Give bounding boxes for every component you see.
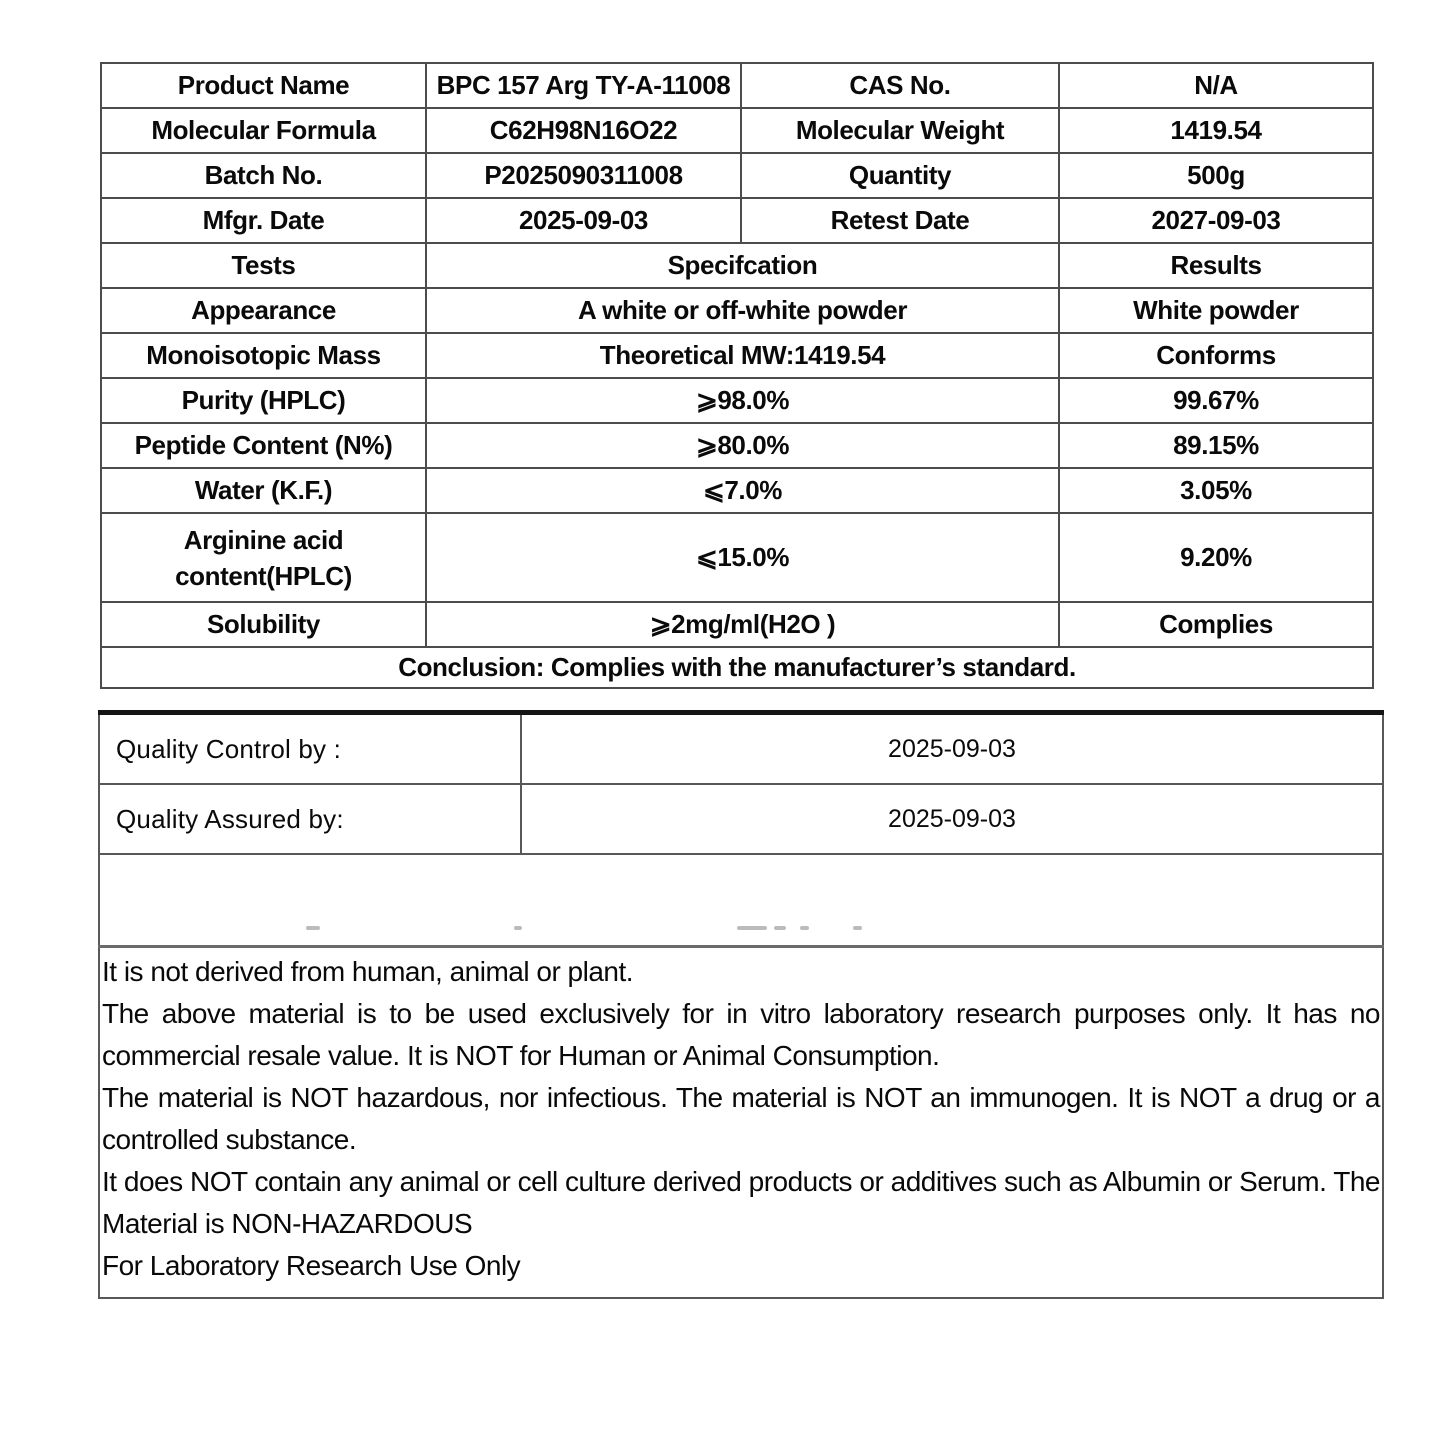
- molecular-formula-value: C62H98N16O22: [426, 108, 741, 153]
- water-test: Water (K.F.): [101, 468, 426, 513]
- batch-no-label: Batch No.: [101, 153, 426, 198]
- purity-test: Purity (HPLC): [101, 378, 426, 423]
- disclaimer-text: [102, 951, 1380, 1287]
- signoff-table: [98, 710, 1384, 1299]
- table-row-appearance: [101, 288, 1373, 333]
- table-row-quality-assured: [99, 784, 1383, 854]
- spec-table: [100, 62, 1374, 689]
- molecular-weight-label: Molecular Weight: [741, 108, 1059, 153]
- table-row-test-header: [101, 243, 1373, 288]
- peptide-content-spec: ⩾80.0%: [426, 423, 1059, 468]
- appearance-test: Appearance: [101, 288, 426, 333]
- table-row-arginine: [101, 513, 1373, 602]
- cas-no-value: N/A: [1059, 63, 1373, 108]
- mfgr-date-value: 2025-09-03: [426, 198, 741, 243]
- water-result: 3.05%: [1059, 468, 1373, 513]
- solubility-spec: ⩾2mg/ml(H2O ): [426, 602, 1059, 647]
- quality-assured-label: Quality Assured by:: [99, 784, 521, 854]
- table-row-solubility: [101, 602, 1373, 647]
- arginine-test-line2: content(HPLC): [175, 560, 352, 591]
- arginine-test-line1: Arginine acid: [183, 524, 344, 555]
- table-row-water: [101, 468, 1373, 513]
- table-row-quality-control: [99, 713, 1383, 785]
- disclaimer-paragraph: The above material is to be used exclusively for in vitro laboratory research purposes only. It has no commercial resale value. It is NOT for Human or Animal Consumption.: [102, 998, 1380, 1071]
- table-row-peptide-content: [101, 423, 1373, 468]
- table-row-product-name: [101, 63, 1373, 108]
- arginine-test: [101, 513, 426, 602]
- product-name-value: BPC 157 Arg TY-A-11008: [426, 63, 741, 108]
- molecular-formula-label: Molecular Formula: [101, 108, 426, 153]
- product-name-label: Product Name: [101, 63, 426, 108]
- quantity-value: 500g: [1059, 153, 1373, 198]
- disclaimer-cell: [99, 947, 1383, 1299]
- batch-no-value: P2025090311008: [426, 153, 741, 198]
- results-header: Results: [1059, 243, 1373, 288]
- signature-area-row: [99, 854, 1383, 947]
- monoisotopic-mass-test: Monoisotopic Mass: [101, 333, 426, 378]
- quality-control-date: 2025-09-03: [521, 713, 1383, 785]
- monoisotopic-mass-spec: Theoretical MW:1419.54: [426, 333, 1059, 378]
- quality-assured-date: 2025-09-03: [521, 784, 1383, 854]
- specification-header: Specifcation: [426, 243, 1059, 288]
- mfgr-date-label: Mfgr. Date: [101, 198, 426, 243]
- disclaimer-row: [99, 947, 1383, 1299]
- tests-header: Tests: [101, 243, 426, 288]
- table-row-mfgr-date: [101, 198, 1373, 243]
- disclaimer-paragraph: It does NOT contain any animal or cell culture derived products or additives such as Albumin or Serum. The Material is NON-HAZARDOUS: [102, 1166, 1380, 1239]
- appearance-result: White powder: [1059, 288, 1373, 333]
- quantity-label: Quantity: [741, 153, 1059, 198]
- peptide-content-test: Peptide Content (N%): [101, 423, 426, 468]
- cas-no-label: CAS No.: [741, 63, 1059, 108]
- retest-date-label: Retest Date: [741, 198, 1059, 243]
- disclaimer-paragraph: For Laboratory Research Use Only: [102, 1250, 521, 1281]
- table-row-conclusion: [101, 647, 1373, 688]
- table-row-molecular-formula: [101, 108, 1373, 153]
- solubility-test: Solubility: [101, 602, 426, 647]
- table-row-purity: [101, 378, 1373, 423]
- solubility-result: Complies: [1059, 602, 1373, 647]
- peptide-content-result: 89.15%: [1059, 423, 1373, 468]
- arginine-result: 9.20%: [1059, 513, 1373, 602]
- monoisotopic-mass-result: Conforms: [1059, 333, 1373, 378]
- table-row-monoisotopic-mass: [101, 333, 1373, 378]
- appearance-spec: A white or off-white powder: [426, 288, 1059, 333]
- purity-result: 99.67%: [1059, 378, 1373, 423]
- molecular-weight-value: 1419.54: [1059, 108, 1373, 153]
- purity-spec: ⩾98.0%: [426, 378, 1059, 423]
- signature-area: [99, 854, 1383, 947]
- retest-date-value: 2027-09-03: [1059, 198, 1373, 243]
- conclusion-text: Conclusion: Complies with the manufacturer’s standard.: [101, 647, 1373, 688]
- disclaimer-paragraph: The material is NOT hazardous, nor infectious. The material is NOT an immunogen. It is NOT a drug or a controlled substance.: [102, 1082, 1380, 1155]
- disclaimer-paragraph: It is not derived from human, animal or plant.: [102, 956, 634, 987]
- arginine-spec: ⩽15.0%: [426, 513, 1059, 602]
- quality-control-label: Quality Control by :: [99, 713, 521, 785]
- table-row-batch-no: [101, 153, 1373, 198]
- water-spec: ⩽7.0%: [426, 468, 1059, 513]
